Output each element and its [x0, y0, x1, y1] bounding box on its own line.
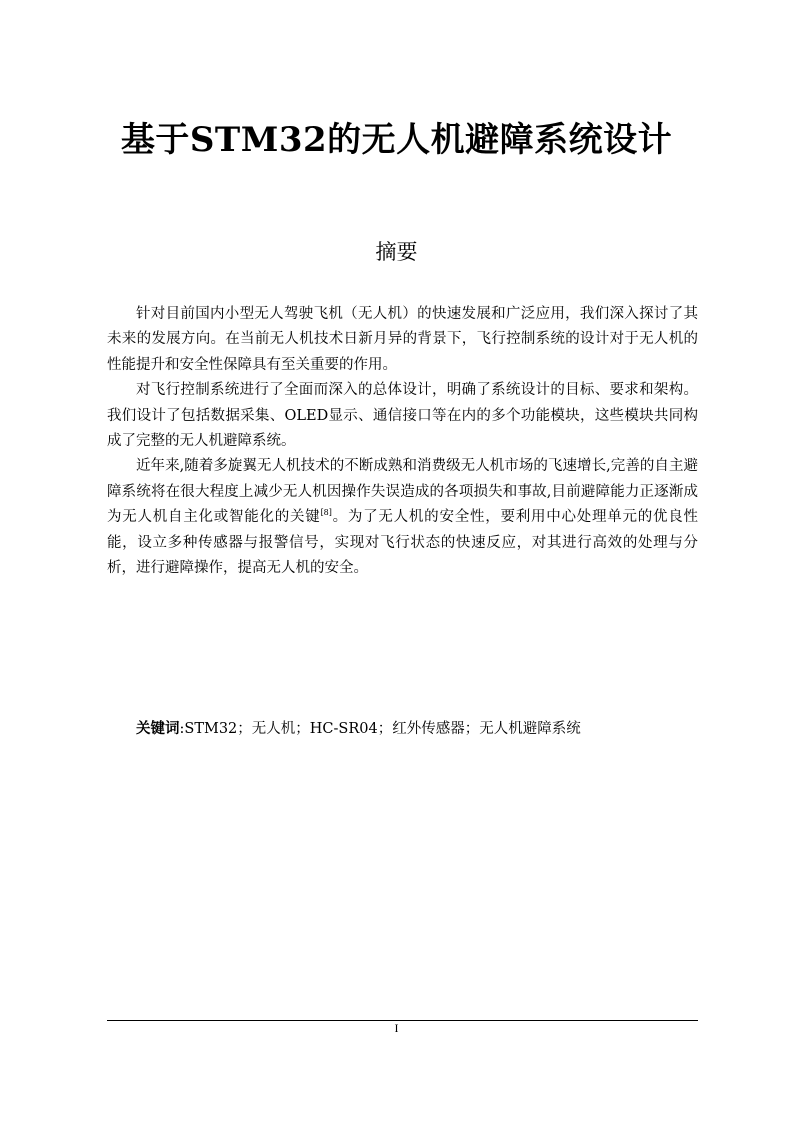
abstract-heading: 摘要 [375, 240, 418, 264]
paragraph-3-text-before-citation: 近年来,随着多旋翼无人机技术的不断成熟和消费级无人机市场的飞速增长,完善的自主避障系统将在很大程度上减少无人机因操作失误造成的各项损失和事故,目前避障能力正逐渐成为无人机自主化或智能化的关键 [107, 458, 698, 526]
citation-reference: [8] [320, 508, 332, 518]
page-number: I [394, 1021, 399, 1035]
paragraph-3-text-after-citation: 。为了无人机的安全性，要利用中心处理单元的优良性能，设立多种传感器与报警信号，实现对飞行状态的快速反应，对其进行高效的处理与分析，进行避障操作，提高无人机的安全。 [107, 509, 699, 577]
page-title: 基于STM32的无人机避障系统设计 [120, 120, 673, 160]
abstract-paragraph-2: 对飞行控制系统进行了全面而深入的总体设计，明确了系统设计的目标、要求和架构。我们设计了包括数据采集、OLED显示、通信接口等在内的多个功能模块，这些模块共同构成了完整的无人机避障系统。 [107, 382, 698, 450]
keywords-label: 关键词 [136, 720, 180, 737]
keywords-text: :STM32；无人机；HC-SR04；红外传感器；无人机避障系统 [179, 721, 581, 737]
abstract-paragraph-1: 针对目前国内小型无人驾驶飞机（无人机）的快速发展和广泛应用，我们深入探讨了其未来的发展方向。在当前无人机技术日新月异的背景下，飞行控制系统的设计对于无人机的性能提升和安全性保障具有至关重要的作用。 [107, 306, 698, 373]
abstract-body [107, 302, 698, 581]
abstract-paragraph-3 [107, 454, 698, 581]
keywords-line [136, 716, 698, 742]
